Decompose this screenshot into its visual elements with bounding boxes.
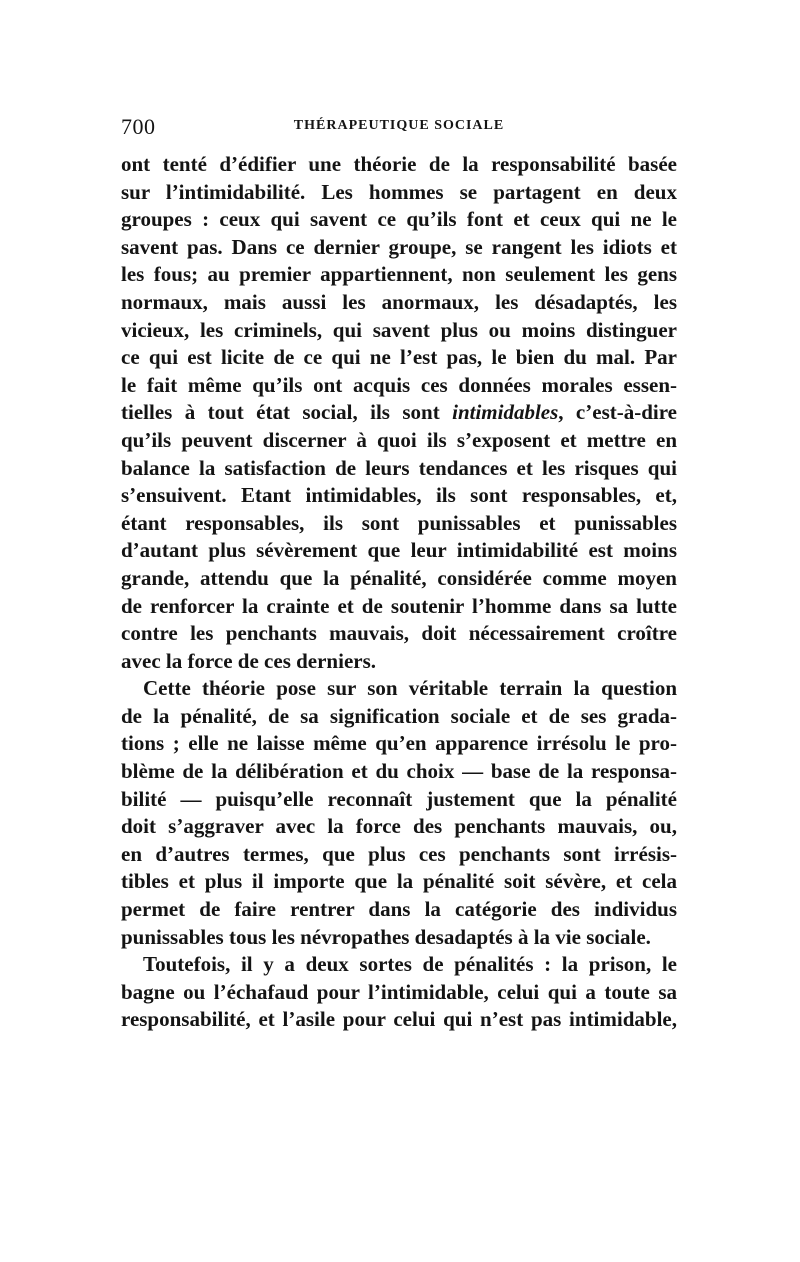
page-number: 700 xyxy=(121,114,156,139)
text-line: blème de la délibération et du choix — base de la responsa- xyxy=(121,759,677,784)
text-line: d’autant plus sévèrement que leur intimidabilité est moins xyxy=(121,538,677,563)
emphasized-word: intimidables xyxy=(452,400,559,425)
text-line: sur l’intimidabilité. Les hommes se partagent en deux xyxy=(121,179,677,204)
text-line: savent pas. Dans ce dernier groupe, se rangent les idiots et xyxy=(121,234,677,259)
text-line: ont tenté d’édifier une théorie de la responsabilité basée xyxy=(121,152,677,176)
text-line: vicieux, les criminels, qui savent plus ou moins distinguer xyxy=(121,317,677,342)
text-line: avec la force de ces derniers. xyxy=(121,648,377,673)
text-line: de la pénalité, de sa signification sociale et de ses grada- xyxy=(121,703,677,728)
text-line: bagne ou l’échafaud pour l’intimidable, celui qui a toute sa xyxy=(121,979,677,1004)
text-line: tibles et plus il importe que la pénalité soit sévère, et cela xyxy=(121,869,677,894)
text-line: les fous; au premier appartiennent, non seulement les gens xyxy=(121,262,677,287)
text-run: , c’est-à-dire xyxy=(558,400,677,425)
text-line: tions ; elle ne laisse même qu’en apparence irrésolu le pro- xyxy=(121,731,677,756)
text-line: s’ensuivent. Etant intimidables, ils sont responsables, et, xyxy=(121,483,677,508)
paragraph-first-line: Cette théorie pose sur son véritable terrain la question xyxy=(143,676,677,701)
running-head xyxy=(121,114,677,142)
text-line xyxy=(121,399,677,427)
text-line: normaux, mais aussi les anormaux, les désadaptés, les xyxy=(121,289,677,314)
text-line: ce qui est licite de ce qui ne l’est pas, le bien du mal. Par xyxy=(121,345,677,370)
text-run: tielles à tout état social, ils sont xyxy=(121,400,453,425)
paragraph-first-line: Toutefois, il y a deux sortes de pénalités : la prison, le xyxy=(143,952,677,977)
running-title: THÉRAPEUTIQUE SOCIALE xyxy=(293,118,505,133)
text-line: le fait même qu’ils ont acquis ces données morales essen- xyxy=(121,372,677,397)
text-line: balance la satisfaction de leurs tendances et les risques qui xyxy=(121,455,677,480)
text-line: grande, attendu que la pénalité, considérée comme moyen xyxy=(121,565,677,590)
text-line: groupes : ceux qui savent ce qu’ils font et ceux qui ne le xyxy=(121,207,677,232)
text-line: responsabilité, et l’asile pour celui qui n’est pas intimidable, xyxy=(121,1007,677,1032)
text-line: qu’ils peuvent discerner à quoi ils s’exposent et mettre en xyxy=(121,427,677,452)
text-line: de renforcer la crainte et de soutenir l’homme dans sa lutte xyxy=(121,593,677,618)
text-line: bilité — puisqu’elle reconnaît justement que la pénalité xyxy=(121,786,677,811)
text-line: étant responsables, ils sont punissables et punissables xyxy=(121,510,677,535)
text-line: permet de faire rentrer dans la catégorie des individus xyxy=(121,897,677,922)
body-text xyxy=(121,151,677,1034)
text-line: doit s’aggraver avec la force des penchants mauvais, ou, xyxy=(121,814,677,839)
text-line: en d’autres termes, que plus ces penchants sont irrésis- xyxy=(121,841,677,866)
text-line: punissables tous les névropathes desadaptés à la vie sociale. xyxy=(121,924,651,949)
text-line: contre les penchants mauvais, doit nécessairement croître xyxy=(121,621,677,646)
